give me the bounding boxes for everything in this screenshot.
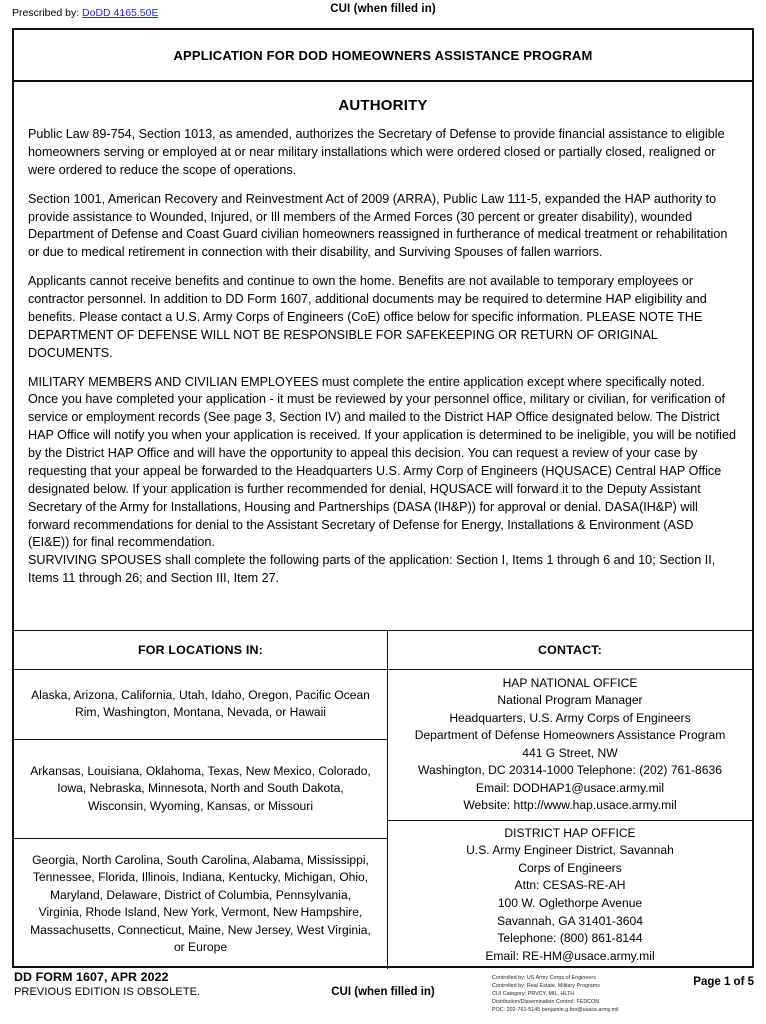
table-row: Arkansas, Louisiana, Oklahoma, Texas, New Mexico, Colorado, Iowa, Nebraska, Minnesota, North and South Dakota, Wisconsin, Wyoming, Kansas, or Missouri <box>14 740 387 840</box>
authority-paragraph-4: MILITARY MEMBERS AND CIVILIAN EMPLOYEES must complete the entire application except where specifically noted. Once you have completed your application - it must be reviewed by your personnel office, military or civilian, for verification of service or employment records (See page 3, Section IV) and mailed to the District HAP Office designated below. The District HAP Office will notify you when your application is received. If your application is determined to be ineligible, you will be notified by the District HAP Office and will have the opportunity to appeal this decision. You can request a review of your case by requesting that your appeal be forwarded to the Headquarters U.S. Army Corp of Engineers (HQUSACE) Central HAP Office designated below. If your application is further recommended for denial, HQUSACE will forward it to the Deputy Assistant Secretary of the Army for Installations, Housing and Partnerships (DASA (IH&P)) for approval or denial. DASA(IH&P) will forward recommendations for denial to the Assistant Secretary of Defense for Energy, Installations & Environment (ASD (EI&E)) for final recommendation. <box>28 374 736 550</box>
table-row: Alaska, Arizona, California, Utah, Idaho, Oregon, Pacific Ocean Rim, Washington, Montana, Nevada, or Hawaii <box>14 670 387 740</box>
control-line: POC: 202-761-5145 benjamin.g.foo@usace.army.mil <box>492 1007 619 1014</box>
form-number: DD FORM 1607, APR 2022 <box>14 970 169 984</box>
contact-line: National Program Manager <box>497 693 643 708</box>
contact-line: Headquarters, U.S. Army Corps of Engineers <box>449 710 691 725</box>
locations-column <box>14 631 388 969</box>
prescribed-by-label: Prescribed by: <box>12 7 83 19</box>
locations-contact-table <box>14 630 752 969</box>
contact-website-line: Website: http://www.hap.usace.army.mil <box>463 798 677 813</box>
contact-line: Attn: CESAS-RE-AH <box>514 878 626 893</box>
page-number: Page 1 of 5 <box>693 976 754 988</box>
page-footer <box>0 968 766 1024</box>
cui-control-block <box>492 974 619 1014</box>
page-header-strip <box>0 0 766 26</box>
control-line: CUI Category: PRVCY, MIL, HLTH <box>492 991 575 998</box>
control-line: Controlled by: US Army Corps of Engineers <box>492 975 596 981</box>
prescribed-by-link[interactable]: DoDD 4165.50E <box>82 7 159 19</box>
contact-line: 441 G Street, NW <box>522 745 618 760</box>
control-line: Distribution/Dissemination Control: FEDCON <box>492 999 600 1006</box>
authority-paragraph-1: Public Law 89-754, Section 1013, as amended, authorizes the Secretary of Defense to provide financial assistance to eligible homeowners serving or employed at or near military installations which were ordered closed or partially closed, realigned or were ordered to reduce the scope of operations. <box>28 127 725 177</box>
contact-line: Washington, DC 20314-1000 Telephone: (202) 761-8636 <box>418 763 722 778</box>
contact-phone-line: Telephone: (800) 861-8144 <box>497 931 643 946</box>
contact-line: HAP NATIONAL OFFICE <box>502 675 638 690</box>
contact-line: 100 W. Oglethorpe Avenue <box>497 896 643 910</box>
page-title: APPLICATION FOR DOD HOMEOWNERS ASSISTANCE PROGRAM <box>173 47 593 63</box>
cui-banner-bottom: CUI (when filled in) <box>331 986 435 998</box>
form-title-box <box>14 30 752 82</box>
contact-column <box>388 631 752 969</box>
contact-email-line: Email: RE-HM@usace.army.mil <box>485 948 655 963</box>
cui-banner-top: CUI (when filled in) <box>330 3 436 15</box>
authority-heading: AUTHORITY <box>338 97 428 114</box>
contact-line: Department of Defense Homeowners Assistance Program <box>414 728 726 743</box>
authority-section <box>14 97 752 588</box>
contact-email-line: Email: DODHAP1@usace.army.mil <box>475 780 665 795</box>
table-row: Georgia, North Carolina, South Carolina, Alabama, Mississippi, Tennessee, Florida, Illinois, Indiana, Kentucky, Michigan, Ohio, Maryland, Delaware, District of Columbia, Pennsylvania, Virginia, Rhode Island, New York, Vermont, New Hampshire, Massachusetts, Connecticut, Maine, New Jersey, West Virginia, or Europe <box>30 852 371 954</box>
contact-column-header: CONTACT: <box>388 631 752 670</box>
control-line: Controlled by: Real Estate, Military Programs <box>492 983 600 990</box>
hap-national-office-block <box>415 675 726 815</box>
contact-line: U.S. Army Engineer District, Savannah <box>466 843 674 858</box>
surviving-spouses-paragraph: SURVIVING SPOUSES shall complete the following parts of the application: Section I, Items 1 through 6 and 10; Section II, Items 11 through 26; and Section III, Item 27. <box>28 553 716 586</box>
authority-paragraph-2: Section 1001, American Recovery and Reinvestment Act of 2009 (ARRA), Public Law 111-5, expanded the HAP authority to provide assistance to Wounded, Injured, or Ill members of the Armed Forces (30 percent or greater disability), wounded Department of Defense and Coast Guard civilian homeowners reassigned in furtherance of medical treatment or rehabilitation or due to medical retirement in connection with their disability, and Surviving Spouses of fallen warriors. <box>28 191 728 260</box>
form-body-frame <box>12 28 754 968</box>
table-row <box>388 821 752 969</box>
locations-column-header: FOR LOCATIONS IN: <box>14 631 387 670</box>
previous-edition-note: PREVIOUS EDITION IS OBSOLETE. <box>14 986 201 998</box>
table-row <box>388 670 752 821</box>
authority-paragraph-3: Applicants cannot receive benefits and continue to own the home. Benefits are not available to temporary employees or contractor personnel. In addition to DD Form 1607, additional documents may be required to determine HAP eligibility and benefits. Please contact a U.S. Army Corps of Engineers (CoE) office below for specific information. PLEASE NOTE THE DEPARTMENT OF DEFENSE WILL NOT BE RESPONSIBLE FOR SAFEKEEPING OR RETURN OF ORIGINAL DOCUMENTS. <box>28 274 707 360</box>
district-hap-office-block <box>466 825 674 965</box>
contact-line: Savannah, GA 31401-3604 <box>497 913 643 928</box>
contact-line: Corps of Engineers <box>518 860 622 875</box>
contact-line: DISTRICT HAP OFFICE <box>504 825 636 840</box>
